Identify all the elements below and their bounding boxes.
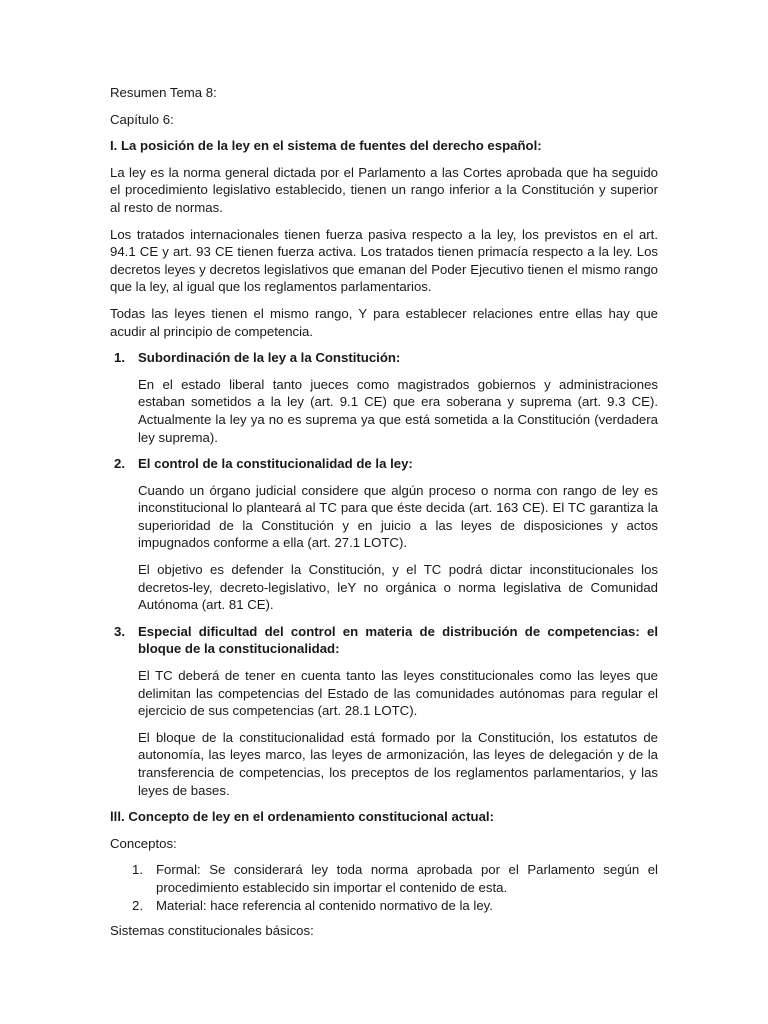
document-page: [110, 84, 658, 949]
document-title: Resumen Tema 8:: [110, 85, 217, 100]
list-item-heading: Subordinación de la ley a la Constitución:: [138, 350, 401, 366]
list-number: 2.: [132, 897, 143, 913]
list-item: [110, 349, 658, 446]
list-item-paragraph: El bloque de la constitucionalidad está formado por la Constitución, los estatutos de autonomía, las leyes marco, las leyes de armonización, las leyes de delegación y de la transferencia de competencias, los preceptos de los reglamentos parlamentarios, y las leyes de bases.: [138, 729, 658, 798]
list-item-paragraph: El objetivo es defender la Constitución, y el TC podrá dictar inconstitucionales los decretos-ley, decreto-legislativo, leY no orgánica o norma legislativa de Comunidad Autónoma (art. 81 CE).: [138, 562, 658, 613]
list-number: 2.: [114, 456, 125, 472]
list-item-paragraph: El TC deberá de tener en cuenta tanto las leyes constitucionales como las leyes que delimitan las competencias del Estado de las comunidades autónomas para regular el ejercicio de sus competencias (art. 28.1 LOTC).: [138, 668, 658, 719]
paragraph: Todas las leyes tienen el mismo rango, Y para establecer relaciones entre ellas hay que acudir al principio de competencia.: [110, 305, 658, 339]
chapter-label: Capítulo 6:: [110, 111, 174, 127]
list-item: [110, 861, 658, 896]
list-item: [110, 623, 658, 799]
list-number: 3.: [114, 623, 125, 639]
list-number: 1.: [114, 350, 125, 366]
paragraph: Los tratados internacionales tienen fuerza pasiva respecto a la ley, los previstos en el art. 94.1 CE y art. 93 CE tienen fuerza activa. Los tratados tienen primacía respecto a la ley. Los decretos leyes y decretos legislativos que emanan del Poder Ejecutivo tienen el mismo rango que la ley, al igual que los reglamentos parlamentarios.: [110, 226, 658, 295]
list-item-paragraph: Cuando un órgano judicial considere que algún proceso o norma con rango de ley es inconstitucional lo planteará al TC para que éste decida (art. 163 CE). El TC garantiza la superioridad de la Constitución y en juicio a las leyes de disposiciones y actos impugnados conforme a ella (art. 27.1 LOTC).: [138, 482, 658, 551]
paragraph: La ley es la norma general dictada por el Parlamento a las Cortes aprobada que ha seguido el procedimiento legislativo establecido, tienen un rango inferior a la Constitución y superior al resto de normas.: [110, 164, 658, 215]
list-item-text: Material: hace referencia al contenido normativo de la ley.: [156, 897, 493, 913]
numbered-section-list: [110, 349, 658, 799]
list-item-text: Formal: Se considerará ley toda norma aprobada por el Parlamento según el procedimiento establecido sin importar el contenido de esta.: [156, 862, 658, 895]
list-item: [110, 455, 658, 614]
list-item: [110, 897, 658, 915]
section-heading-1: I. La posición de la ley en el sistema de fuentes del derecho español:: [110, 138, 542, 154]
section-heading-3: lll. Concepto de ley en el ordenamiento constitucional actual:: [110, 809, 494, 825]
conceptos-label: Conceptos:: [110, 835, 177, 851]
list-item-heading: El control de la constitucionalidad de la ley:: [138, 456, 413, 472]
list-number: 1.: [132, 862, 143, 878]
list-item-paragraph: En el estado liberal tanto jueces como magistrados gobiernos y administraciones estaban sometidos a la ley (art. 9.1 CE) que era soberana y suprema (art. 9.3 CE). Actualmente la ley ya no es suprema ya que está sometida a la Constitución (verdadera ley suprema).: [138, 376, 658, 445]
list-item-heading: Especial dificultad del control en materia de distribución de competencias: el bloque de la constitucionalidad:: [138, 623, 658, 657]
sistemas-label: Sistemas constitucionales básicos:: [110, 923, 314, 939]
conceptos-list: [110, 861, 658, 914]
